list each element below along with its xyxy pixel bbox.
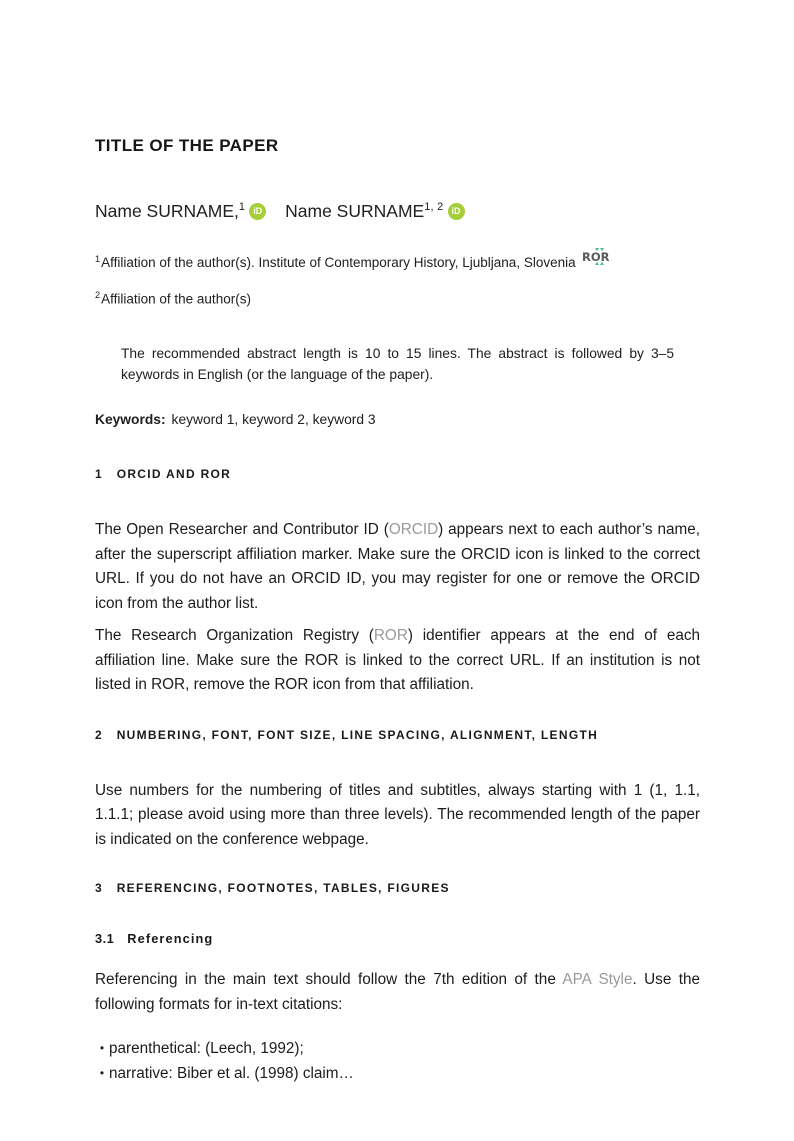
list-item-text: parenthetical: (Leech, 1992);	[109, 1040, 304, 1058]
section-title: ORCID AND ROR	[116, 467, 232, 482]
list-item	[95, 1037, 700, 1061]
subsection-number: 3.1	[95, 931, 115, 947]
author-affiliation-marker: 1, 2	[424, 201, 444, 214]
affiliation-1	[95, 248, 700, 272]
orcid-icon[interactable]	[249, 203, 266, 220]
affiliation-2	[95, 289, 700, 309]
list-item	[95, 1062, 700, 1086]
paragraph-orcid	[95, 518, 700, 616]
affiliation-marker: 2	[95, 290, 101, 301]
section-number: 3	[95, 881, 102, 896]
section-number: 1	[95, 467, 102, 482]
section-heading-2	[95, 728, 700, 742]
section-title: NUMBERING, FONT, FONT SIZE, LINE SPACING, ALIGNMENT, LENGTH	[116, 727, 599, 742]
list-item-text: narrative: Biber et al. (1998) claim…	[109, 1064, 354, 1082]
keywords-line	[95, 412, 700, 427]
affiliation-text: Affiliation of the author(s)	[101, 291, 251, 307]
bullet-icon: •	[99, 1065, 105, 1080]
authors-line	[95, 201, 700, 222]
author-name: Name SURNAME	[285, 201, 425, 221]
keywords-label: Keywords:	[95, 412, 166, 428]
paragraph-text: . Use the following formats for in-text citations:	[95, 971, 701, 1013]
paragraph-text: ) appears next to each author’s name, after the superscript affiliation marker. Make sure the ORCID icon is linked to the correct URL. If you do not have an ORCID ID, you may register for one or remove the ORCID icon from the author list.	[95, 521, 700, 612]
bullet-icon: •	[99, 1041, 105, 1056]
orcid-id-glyph: iD	[451, 206, 461, 216]
ror-icon[interactable]	[581, 248, 619, 265]
author-1	[95, 201, 266, 221]
paragraph-text: The Open Researcher and Contributor ID (	[95, 521, 389, 539]
paragraph-text: Referencing in the main text should follow the 7th edition of the	[95, 971, 563, 989]
keywords-value: keyword 1, keyword 2, keyword 3	[171, 412, 376, 428]
paragraph-ror	[95, 624, 700, 697]
author-name: Name SURNAME,	[95, 201, 239, 221]
orcid-icon[interactable]	[448, 203, 465, 220]
section-number: 2	[95, 727, 102, 742]
ror-label: ROR	[581, 250, 610, 264]
apa-style-link[interactable]: APA Style	[562, 971, 633, 989]
section-heading-1	[95, 467, 700, 481]
paragraph-referencing	[95, 968, 700, 1017]
section-heading-3	[95, 881, 700, 895]
paragraph-numbering: Use numbers for the numbering of titles and subtitles, always starting with 1 (1, 1.1, 1.1.1; please avoid using more than three levels). The recommended length of the paper is indicated on the conference webpage.	[95, 781, 700, 848]
paragraph-text: ) identifier appears at the end of each affiliation line. Make sure the ROR is linked to the correct URL. If an institution is not listed in ROR, remove the ROR icon from that affiliation.	[95, 627, 700, 694]
affiliation-marker: 1	[95, 253, 101, 264]
paper-title: TITLE OF THE PAPER	[95, 136, 279, 155]
affiliation-text: Affiliation of the author(s). Institute of Contemporary History, Ljubljana, Slovenia	[101, 255, 576, 270]
subsection-heading-3-1	[95, 931, 700, 946]
section-title: REFERENCING, FOOTNOTES, TABLES, FIGURES	[116, 881, 450, 896]
author-affiliation-marker: 1	[238, 201, 246, 214]
abstract-text: The recommended abstract length is 10 to 15 lines. The abstract is followed by 3–5 keywords in English (or the language of the paper).	[121, 345, 674, 383]
ror-link[interactable]: ROR	[373, 627, 408, 645]
author-2	[285, 201, 464, 221]
subsection-title: Referencing	[127, 931, 214, 947]
orcid-link[interactable]: ORCID	[388, 521, 439, 539]
orcid-id-glyph: iD	[253, 206, 263, 216]
paragraph-text: The Research Organization Registry (	[95, 627, 374, 645]
citation-format-list	[95, 1037, 700, 1086]
